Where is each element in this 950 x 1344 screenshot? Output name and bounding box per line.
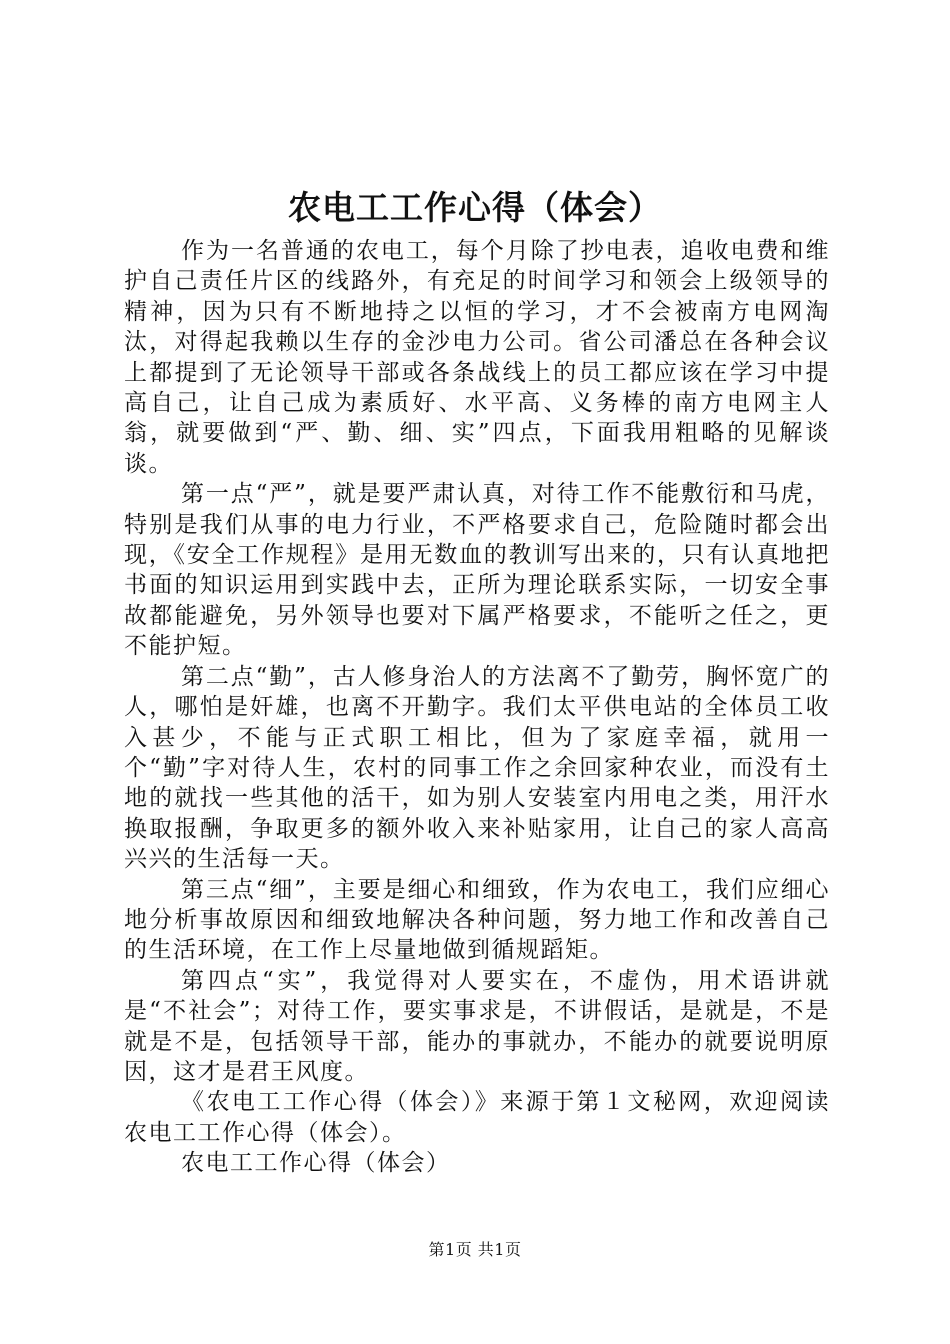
document-body — [124, 236, 830, 1179]
page-footer: 第1页 共1页 — [428, 1240, 522, 1259]
paragraph-point-diligent: 第二点“勤”，古人修身治人的方法离不了勤劳，胸怀宽广的人，哪怕是奸雄，也离不开勤字。我们太平供电站的全体员工收入甚少，不能与正式职工相比，但为了家庭幸福，就用一个“勤”字对待人生，农村的同事工作之余回家种农业，而没有土地的就找一些其他的活干，如为别人安装室内用电之类，用汗水换取报酬，争取更多的额外收入来补贴家用，让自己的家人高高兴兴的生活每一天。 — [124, 663, 830, 873]
document-title: 农电工工作心得（体会） — [288, 188, 662, 227]
paragraph-point-careful: 第三点“细”，主要是细心和细致，作为农电工，我们应细心地分析事故原因和细致地解决各种问题，努力地工作和改善自己的生活环境，在工作上尽量地做到循规蹈矩。 — [124, 876, 830, 964]
paragraph-closing-title: 农电工工作心得（体会） — [181, 1150, 451, 1177]
paragraph-intro: 作为一名普通的农电工，每个月除了抄电表，追收电费和维护自己责任片区的线路外，有充足的时间学习和领会上级领导的精神，因为只有不断地持之以恒的学习，才不会被南方电网淘汰，对得起我赖以生存的金沙电力公司。省公司潘总在各种会议上都提到了无论领导干部或各条战线上的员工都应该在学习中提高自己，让自己成为素质好、水平高、义务棒的南方电网主人翁，就要做到“严、勤、细、实”四点，下面我用粗略的见解谈谈。 — [124, 238, 830, 477]
paragraph-point-strict: 第一点“严”，就是要严肃认真，对待工作不能敷衍和马虎，特别是我们从事的电力行业，不严格要求自己，危险随时都会出现，《安全工作规程》是用无数血的教训写出来的，只有认真地把书面的知识运用到实践中去，正所为理论联系实际，一切安全事故都能避免，另外领导也要对下属严格要求，不能听之任之，更不能护短。 — [124, 481, 830, 660]
paragraph-source-note: 《农电工工作心得（体会）》来源于第１文秘网，欢迎阅读农电工工作心得（体会）。 — [124, 1089, 830, 1146]
paragraph-point-practical: 第四点“实”，我觉得对人要实在，不虚伪，用术语讲就是“不社会”；对待工作，要实事求是，不讲假话，是就是，不是就是不是，包括领导干部，能办的事就办，不能办的就要说明原因，这才是君王风度。 — [124, 967, 830, 1085]
